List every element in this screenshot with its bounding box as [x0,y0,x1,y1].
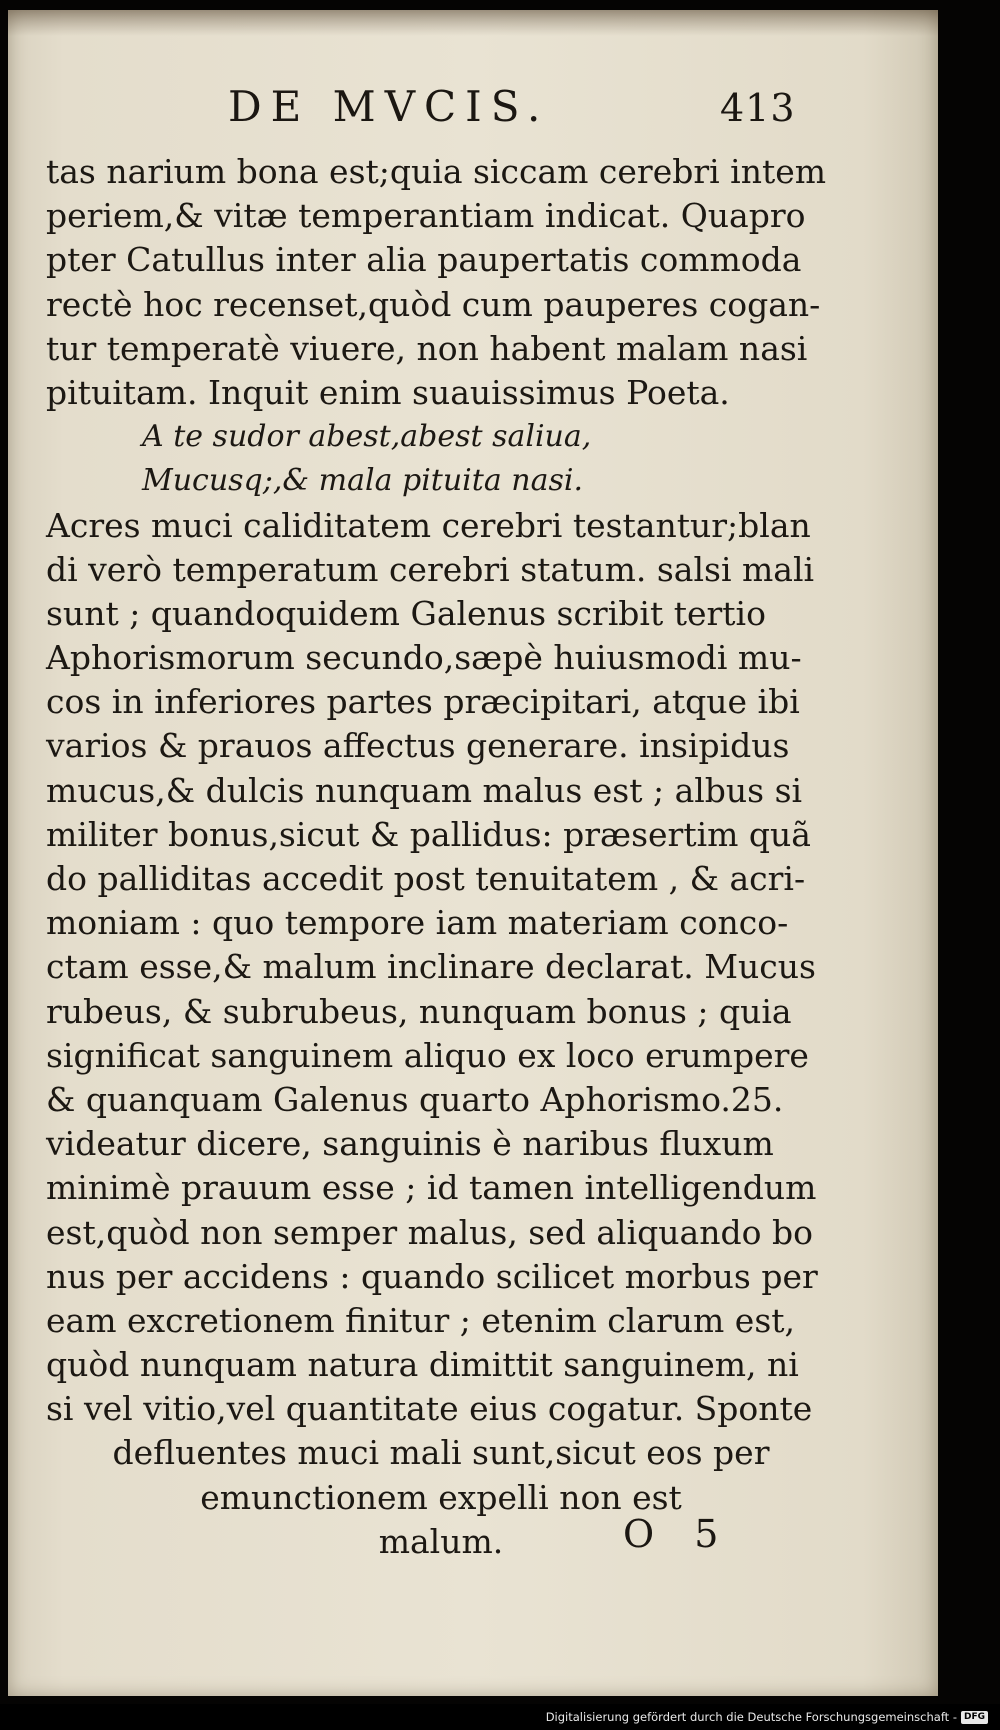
dfg-logo-icon: DFG [961,1711,988,1724]
text-line: rubeus, & subrubeus, nunquam bonus ; quia [46,991,792,1031]
text-line: di verò temperatum cerebri statum. salsi mali [46,549,815,589]
verse-line: Mucusq;,& mala pituita nasi. [142,463,583,499]
text-line: periem,& vitæ temperantiam indicat. Quapro [46,196,806,236]
text-line: nus per accidens : quando scilicet morbus per [46,1256,818,1296]
text-line: militer bonus,sicut & pallidus: præsertim quã [46,814,811,854]
text-line: defluentes muci mali sunt,sicut eos per [112,1433,770,1473]
text-line: moniam : quo tempore iam materiam conco- [46,903,789,943]
text-line: quòd nunquam natura dimittit sanguinem, ni [46,1345,799,1385]
text-line: tur temperatè viuere, non habent malam nasi [46,328,808,368]
text-line: mucus,& dulcis nunquam malus est ; albus si [46,770,803,810]
text-line: si vel vitio,vel quantitate eius cogatur. Sponte [46,1389,813,1429]
text-line: cos in inferiores partes præcipitari, atque ibi [46,682,800,722]
text-line: pter Catullus inter alia paupertatis commoda [46,240,802,280]
credit-text: Digitalisierung gefördert durch die Deutsche Forschungsgemeinschaft - [545,1710,957,1724]
verse-line: A te sudor abest,abest saliua, [142,419,592,455]
book-page [8,10,938,1696]
text-line: ctam esse,& malum inclinare declarat. Mucus [46,947,816,987]
page-number: 413 [720,86,796,130]
text-line: videatur dicere, sanguinis è naribus fluxum [46,1124,774,1164]
running-head: DE MVCIS. [228,82,550,131]
signature-mark: O 5 [623,1512,733,1556]
text-line: est,quòd non semper malus, sed aliquando bo [46,1212,813,1252]
body-text [46,150,836,1564]
footer-credit [546,1710,988,1724]
text-line: Aphorismorum secundo,sæpè huiusmodi mu- [46,638,802,678]
text-line: significat sanguinem aliquo ex loco erumpere [46,1035,809,1075]
text-line: minimè prauum esse ; id tamen intelligendum [46,1168,817,1208]
text-line: & quanquam Galenus quarto Aphorismo.25. [46,1079,784,1119]
text-line: eam excretionem finitur ; etenim clarum est, [46,1300,796,1340]
page-header [8,82,938,142]
text-line: emunctionem expelli non est [200,1477,682,1517]
text-line: tas narium bona est;quia siccam cerebri intem [46,152,827,191]
text-line: do palliditas accedit post tenuitatem , & acri- [46,859,806,898]
text-line: malum. [378,1521,504,1561]
text-line: rectè hoc recenset,quòd cum pauperes cogan- [46,284,821,324]
text-line: varios & prauos affectus generare. insipidus [46,726,790,766]
text-line: Acres muci caliditatem cerebri testantur;blan [46,505,811,545]
text-line: pituitam. Inquit enim suauissimus Poeta. [46,372,730,412]
text-line: sunt ; quandoquidem Galenus scribit tertio [46,593,766,633]
